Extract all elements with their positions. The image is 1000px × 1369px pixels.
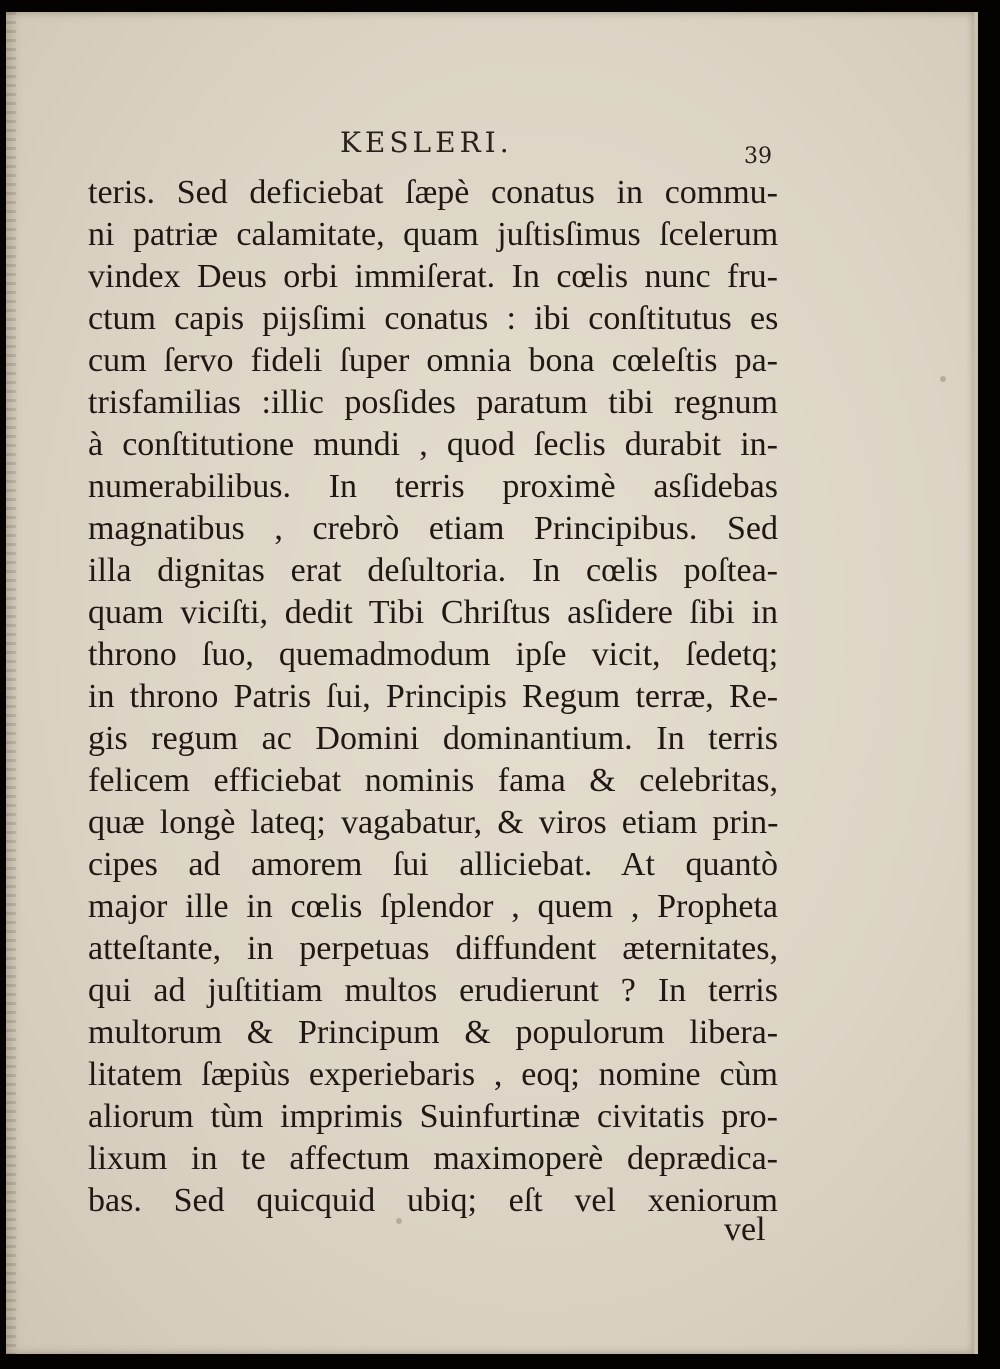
running-title: KESLERI. [340,126,513,159]
text-line: ni patriæ calamitate, quam juſtisſimus ſcelerum [88,216,779,253]
text-line: major ille in cœlis ſplendor , quem , Propheta [88,888,778,925]
page-number: 39 [744,144,772,169]
text-line: lixum in te affectum maximoperè deprædica- [88,1140,778,1177]
text-line: quam viciſti, dedit Tibi Chriſtus asſidere ſibi in [88,594,778,631]
text-line: trisfamilias :illic posſides paratum tibi regnum [88,384,778,421]
running-head [6,120,974,170]
body-text [88,172,778,1222]
catchword: vel [724,1211,766,1248]
text-line: atteſtante, in perpetuas diffundent æternitates, [88,930,778,967]
text-line: gis regum ac Domini dominantium. In terris [88,720,778,757]
text-line: numerabilibus. In terris proximè asſidebas [88,468,778,505]
book-page [6,12,978,1354]
paper-speck [940,376,946,382]
text-line: à conſtitutione mundi , quod ſeclis durabit in- [88,426,778,463]
text-line: qui ad juſtitiam multos erudierunt ? In terris [88,972,778,1009]
paper-speck [396,1218,402,1224]
text-line: throno ſuo, quemadmodum ipſe vicit, ſedetq; [88,636,779,673]
text-line: aliorum tùm imprimis Suinfurtinæ civitatis pro- [88,1098,778,1135]
text-line: teris. Sed deficiebat ſæpè conatus in commu- [88,174,778,211]
text-line: cipes ad amorem ſui alliciebat. At quantò [88,846,778,883]
text-line: magnatibus , crebrò etiam Principibus. Sed [88,510,778,547]
text-line: cum ſervo fideli ſuper omnia bona cœleſtis pa- [88,342,778,379]
text-line: quæ longè lateq; vagabatur, & viros etiam prin- [88,804,779,841]
text-line: felicem efficiebat nominis fama & celebritas, [88,762,778,799]
text-line: litatem ſæpiùs experiebaris , eoq; nomine cùm [88,1056,778,1093]
text-line: in throno Patris ſui, Principis Regum terræ, Re- [88,678,779,715]
text-line: bas. Sed quicquid ubiq; eſt vel xeniorum [88,1182,778,1219]
text-line: vindex Deus orbi immiſerat. In cœlis nunc fru- [88,258,778,295]
text-line: ctum capis pijsſimi conatus : ibi conſtitutus es [88,300,779,337]
text-line: multorum & Principum & populorum libera- [88,1014,779,1051]
text-line: illa dignitas erat deſultoria. In cœlis poſtea- [88,552,778,589]
